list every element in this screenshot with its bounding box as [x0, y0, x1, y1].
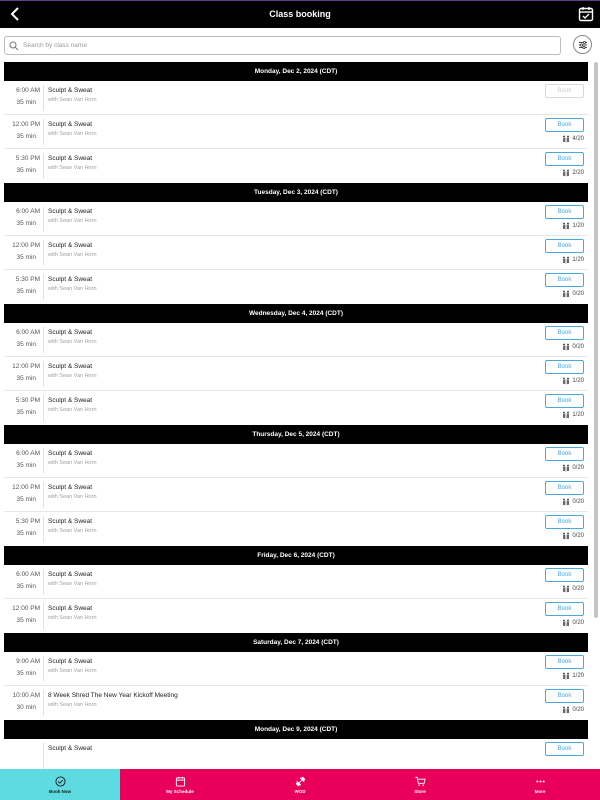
class-capacity [562, 343, 584, 351]
book-button[interactable]: Book [545, 205, 584, 219]
class-time: 5:30 PM [15, 397, 40, 404]
capacity-count: 1/20 [572, 673, 584, 679]
day-section [4, 425, 588, 546]
row-divider [43, 274, 44, 300]
class-row[interactable] [4, 115, 588, 149]
book-button[interactable]: Book [545, 602, 584, 616]
class-row[interactable] [4, 478, 588, 512]
nav-label: My Schedule [166, 788, 194, 794]
class-name: Sculpt & Sweat [48, 155, 93, 162]
attendees-icon [562, 585, 570, 593]
capacity-count: 0/20 [572, 707, 584, 713]
class-time: 5:30 PM [15, 276, 40, 283]
attendees-icon [562, 706, 570, 714]
class-name: Sculpt & Sweat [48, 450, 93, 457]
book-button[interactable]: Book [545, 273, 584, 287]
class-capacity [562, 706, 584, 714]
class-instructor: with Sean Van Horn [48, 339, 97, 345]
book-button[interactable]: Book [545, 326, 584, 340]
capacity-count: 1/20 [572, 257, 584, 263]
nav-label: More [534, 788, 546, 794]
bottom-navigation [0, 769, 600, 800]
class-row[interactable] [4, 323, 588, 357]
book-button[interactable]: Book [545, 655, 584, 669]
class-row[interactable] [4, 739, 588, 769]
class-duration: 35 min [16, 496, 36, 503]
day-header: Monday, Dec 2, 2024 (CDT) [4, 62, 588, 81]
row-divider [43, 482, 44, 508]
class-time: 9:00 AM [16, 658, 40, 665]
row-divider [43, 119, 44, 145]
class-capacity [562, 532, 584, 540]
class-row[interactable] [4, 202, 588, 236]
book-button[interactable]: Book [545, 360, 584, 374]
class-row[interactable] [4, 444, 588, 478]
capacity-count: 0/20 [572, 344, 584, 350]
book-button[interactable]: Book [545, 515, 584, 529]
day-class-rows [4, 323, 588, 425]
class-name: Sculpt & Sweat [48, 208, 93, 215]
class-row[interactable] [4, 391, 588, 425]
class-capacity [562, 135, 584, 143]
class-name: Sculpt & Sweat [48, 658, 93, 665]
class-row[interactable] [4, 357, 588, 391]
class-name: Sculpt & Sweat [48, 745, 93, 752]
attendees-icon [562, 222, 570, 230]
class-duration: 35 min [16, 341, 36, 348]
nav-item-wod[interactable] [240, 769, 360, 800]
day-header: Wednesday, Dec 4, 2024 (CDT) [4, 304, 588, 323]
nav-item-my-schedule[interactable] [120, 769, 240, 800]
class-name: Sculpt & Sweat [48, 518, 93, 525]
book-button[interactable]: Book [545, 568, 584, 582]
class-row[interactable] [4, 599, 588, 633]
class-time: 5:30 PM [15, 155, 40, 162]
class-capacity [562, 222, 584, 230]
class-time: 6:00 AM [16, 87, 40, 94]
class-instructor: with Sean Van Horn [48, 668, 97, 674]
class-capacity [562, 377, 584, 385]
class-time: 6:00 AM [16, 571, 40, 578]
class-instructor: with Sean Van Horn [48, 407, 97, 413]
day-section [4, 62, 588, 183]
day-class-rows [4, 739, 588, 769]
class-duration: 35 min [16, 99, 36, 106]
attendees-icon [562, 498, 570, 506]
nav-label: Store [414, 788, 426, 794]
class-duration: 30 min [16, 704, 36, 711]
capacity-count: 0/20 [572, 291, 584, 297]
class-duration: 35 min [16, 288, 36, 295]
class-name: Sculpt & Sweat [48, 87, 93, 94]
class-capacity [562, 619, 584, 627]
day-class-rows [4, 444, 588, 546]
row-divider [43, 240, 44, 266]
class-duration: 35 min [16, 375, 36, 382]
row-divider [43, 153, 44, 179]
class-time: 6:00 AM [16, 450, 40, 457]
row-divider [43, 603, 44, 629]
class-time: 12:00 PM [12, 484, 40, 491]
class-instructor: with Sean Van Horn [48, 373, 97, 379]
class-name: Sculpt & Sweat [48, 242, 93, 249]
class-duration: 35 min [16, 462, 36, 469]
class-instructor: with Sean Van Horn [48, 615, 97, 621]
row-divider [43, 516, 44, 542]
class-name: Sculpt & Sweat [48, 397, 93, 404]
book-button[interactable]: Book [545, 689, 584, 703]
attendees-icon [562, 169, 570, 177]
class-capacity [562, 411, 584, 419]
search-box[interactable] [4, 36, 561, 55]
class-capacity [562, 585, 584, 593]
class-name: 8 Week Shred The New Year Kickoff Meeting [48, 692, 178, 699]
row-divider [43, 85, 44, 111]
top-app-bar [0, 0, 600, 28]
day-header: Thursday, Dec 5, 2024 (CDT) [4, 425, 588, 444]
capacity-count: 1/20 [572, 223, 584, 229]
row-divider [43, 569, 44, 595]
book-button[interactable]: Book [545, 481, 584, 495]
class-schedule-list[interactable] [4, 62, 588, 769]
class-capacity [562, 256, 584, 264]
day-section [4, 546, 588, 633]
class-row[interactable] [4, 686, 588, 720]
day-header: Tuesday, Dec 3, 2024 (CDT) [4, 183, 588, 202]
search-icon [9, 41, 19, 51]
class-instructor: with Sean Van Horn [48, 165, 97, 171]
attendees-icon [562, 619, 570, 627]
attendees-icon [562, 377, 570, 385]
day-section [4, 720, 588, 769]
row-divider [43, 743, 44, 769]
book-button[interactable]: Book [545, 742, 584, 756]
search-row [4, 35, 592, 57]
day-class-rows [4, 652, 588, 720]
class-name: Sculpt & Sweat [48, 484, 93, 491]
class-duration: 35 min [16, 409, 36, 416]
class-instructor: with Sean Van Horn [48, 131, 97, 137]
class-time: 12:00 PM [12, 242, 40, 249]
scrollbar-thumb[interactable] [594, 62, 598, 618]
class-instructor: with Sean Van Horn [48, 702, 97, 708]
row-divider [43, 395, 44, 421]
class-duration: 35 min [16, 530, 36, 537]
class-duration: 35 min [16, 167, 36, 174]
class-instructor: with Sean Van Horn [48, 581, 97, 587]
day-section [4, 633, 588, 720]
class-capacity [562, 290, 584, 298]
day-section [4, 183, 588, 304]
row-divider [43, 690, 44, 716]
capacity-count: 4/20 [572, 136, 584, 142]
book-button[interactable]: Book [545, 118, 584, 132]
class-time: 6:00 AM [16, 208, 40, 215]
day-header: Monday, Dec 9, 2024 (CDT) [4, 720, 588, 739]
class-duration: 35 min [16, 670, 36, 677]
capacity-count: 1/20 [572, 412, 584, 418]
day-class-rows [4, 565, 588, 633]
scrollbar[interactable] [593, 62, 599, 767]
calendar-icon [175, 776, 186, 789]
nav-label: WOD [294, 788, 306, 794]
nav-item-more[interactable] [480, 769, 600, 800]
calendar-check-icon[interactable] [578, 6, 594, 22]
class-row[interactable] [4, 149, 588, 183]
class-duration: 35 min [16, 133, 36, 140]
class-instructor: with Sean Van Horn [48, 286, 97, 292]
row-divider [43, 327, 44, 353]
class-name: Sculpt & Sweat [48, 571, 93, 578]
row-divider [43, 448, 44, 474]
search-input[interactable] [23, 42, 543, 49]
class-instructor: with Sean Van Horn [48, 97, 97, 103]
class-capacity [562, 464, 584, 472]
attendees-icon [562, 672, 570, 680]
class-time: 5:30 PM [15, 518, 40, 525]
book-button[interactable]: Book [545, 239, 584, 253]
nav-item-book-now[interactable] [0, 769, 120, 800]
nav-item-store[interactable] [360, 769, 480, 800]
more-dots-icon [535, 776, 546, 789]
class-name: Sculpt & Sweat [48, 329, 93, 336]
filter-button[interactable] [573, 35, 592, 54]
book-button: Book [545, 84, 584, 98]
day-header: Saturday, Dec 7, 2024 (CDT) [4, 633, 588, 652]
book-button[interactable]: Book [545, 152, 584, 166]
capacity-count: 0/20 [572, 499, 584, 505]
capacity-count: 0/20 [572, 465, 584, 471]
class-capacity [562, 169, 584, 177]
class-instructor: with Sean Van Horn [48, 460, 97, 466]
check-circle-icon [55, 776, 66, 789]
class-capacity [562, 498, 584, 506]
class-instructor: with Sean Van Horn [48, 528, 97, 534]
attendees-icon [562, 135, 570, 143]
page-title: Class booking [269, 9, 331, 19]
dumbbell-icon [295, 776, 306, 789]
row-divider [43, 361, 44, 387]
class-row[interactable] [4, 565, 588, 599]
capacity-count: 1/20 [572, 378, 584, 384]
day-class-rows [4, 81, 588, 183]
book-button[interactable]: Book [545, 394, 584, 408]
class-name: Sculpt & Sweat [48, 276, 93, 283]
class-row[interactable] [4, 81, 588, 115]
class-time: 6:00 AM [16, 329, 40, 336]
class-instructor: with Sean Van Horn [48, 252, 97, 258]
attendees-icon [562, 532, 570, 540]
class-name: Sculpt & Sweat [48, 121, 93, 128]
attendees-icon [562, 343, 570, 351]
cart-icon [415, 776, 426, 789]
class-duration: 35 min [16, 617, 36, 624]
row-divider [43, 656, 44, 682]
attendees-icon [562, 256, 570, 264]
class-instructor: with Sean Van Horn [48, 494, 97, 500]
class-time: 12:00 PM [12, 121, 40, 128]
day-section [4, 304, 588, 425]
capacity-count: 0/20 [572, 586, 584, 592]
capacity-count: 0/20 [572, 620, 584, 626]
class-duration: 35 min [16, 220, 36, 227]
capacity-count: 2/20 [572, 170, 584, 176]
class-time: 10:00 AM [12, 692, 40, 699]
class-row[interactable] [4, 270, 588, 304]
class-capacity [562, 672, 584, 680]
class-name: Sculpt & Sweat [48, 605, 93, 612]
nav-label: Book Now [49, 788, 71, 794]
class-row[interactable] [4, 512, 588, 546]
attendees-icon [562, 290, 570, 298]
class-duration: 35 min [16, 583, 36, 590]
day-class-rows [4, 202, 588, 304]
class-row[interactable] [4, 652, 588, 686]
class-time: 12:00 PM [12, 605, 40, 612]
class-instructor: with Sean Van Horn [48, 218, 97, 224]
book-button[interactable]: Book [545, 447, 584, 461]
attendees-icon [562, 411, 570, 419]
class-name: Sculpt & Sweat [48, 363, 93, 370]
class-duration: 35 min [16, 254, 36, 261]
filter-sliders-icon [578, 40, 588, 50]
class-row[interactable] [4, 236, 588, 270]
day-header: Friday, Dec 6, 2024 (CDT) [4, 546, 588, 565]
attendees-icon [562, 464, 570, 472]
class-time: 12:00 PM [12, 363, 40, 370]
row-divider [43, 206, 44, 232]
capacity-count: 0/20 [572, 533, 584, 539]
